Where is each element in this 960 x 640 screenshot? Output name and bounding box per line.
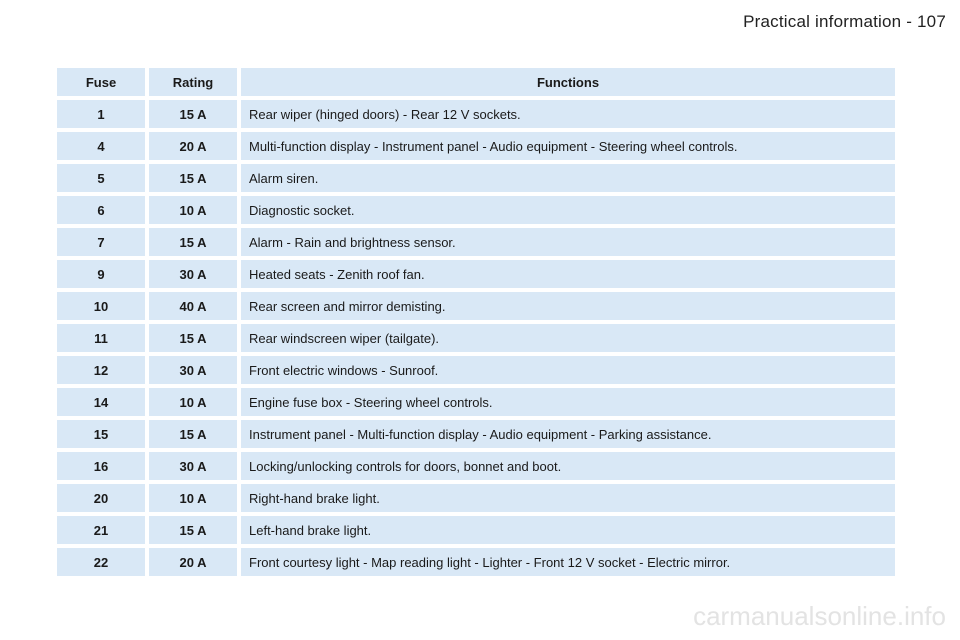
functions-cell: Front courtesy light - Map reading light - Lighter - Front 12 V socket - Electric mirror. bbox=[241, 548, 895, 576]
rating-cell: 10 A bbox=[149, 196, 237, 224]
fuse-cell: 11 bbox=[57, 324, 145, 352]
table-row bbox=[57, 100, 895, 128]
column-header-rating: Rating bbox=[149, 68, 237, 96]
rating-cell: 15 A bbox=[149, 228, 237, 256]
fuse-cell: 9 bbox=[57, 260, 145, 288]
rating-cell: 30 A bbox=[149, 260, 237, 288]
rating-cell: 15 A bbox=[149, 324, 237, 352]
table-row bbox=[57, 292, 895, 320]
fuse-table bbox=[53, 64, 899, 580]
rating-cell: 15 A bbox=[149, 100, 237, 128]
watermark: carmanualsonline.info bbox=[693, 601, 946, 631]
fuse-cell: 6 bbox=[57, 196, 145, 224]
column-header-functions: Functions bbox=[241, 68, 895, 96]
functions-cell: Right-hand brake light. bbox=[241, 484, 895, 512]
table-row bbox=[57, 164, 895, 192]
table-row bbox=[57, 132, 895, 160]
table-row bbox=[57, 356, 895, 384]
fuse-cell: 12 bbox=[57, 356, 145, 384]
table-row bbox=[57, 420, 895, 448]
rating-cell: 10 A bbox=[149, 484, 237, 512]
functions-cell: Instrument panel - Multi-function display - Audio equipment - Parking assistance. bbox=[241, 420, 895, 448]
fuse-cell: 5 bbox=[57, 164, 145, 192]
table-row bbox=[57, 228, 895, 256]
column-header-fuse: Fuse bbox=[57, 68, 145, 96]
table-row bbox=[57, 516, 895, 544]
fuse-cell: 14 bbox=[57, 388, 145, 416]
rating-cell: 30 A bbox=[149, 356, 237, 384]
functions-cell: Rear wiper (hinged doors) - Rear 12 V sockets. bbox=[241, 100, 895, 128]
functions-cell: Alarm siren. bbox=[241, 164, 895, 192]
rating-cell: 20 A bbox=[149, 548, 237, 576]
functions-cell: Multi-function display - Instrument panel - Audio equipment - Steering wheel controls. bbox=[241, 132, 895, 160]
fuse-cell: 10 bbox=[57, 292, 145, 320]
fuse-cell: 15 bbox=[57, 420, 145, 448]
functions-cell: Rear windscreen wiper (tailgate). bbox=[241, 324, 895, 352]
rating-cell: 20 A bbox=[149, 132, 237, 160]
fuse-cell: 7 bbox=[57, 228, 145, 256]
table-row bbox=[57, 484, 895, 512]
functions-cell: Heated seats - Zenith roof fan. bbox=[241, 260, 895, 288]
rating-cell: 40 A bbox=[149, 292, 237, 320]
functions-cell: Left-hand brake light. bbox=[241, 516, 895, 544]
page-header: Practical information - 107 bbox=[743, 12, 946, 31]
functions-cell: Locking/unlocking controls for doors, bonnet and boot. bbox=[241, 452, 895, 480]
rating-cell: 15 A bbox=[149, 516, 237, 544]
functions-cell: Rear screen and mirror demisting. bbox=[241, 292, 895, 320]
rating-cell: 15 A bbox=[149, 420, 237, 448]
functions-cell: Alarm - Rain and brightness sensor. bbox=[241, 228, 895, 256]
fuse-cell: 21 bbox=[57, 516, 145, 544]
table-row bbox=[57, 452, 895, 480]
table-row bbox=[57, 388, 895, 416]
functions-cell: Diagnostic socket. bbox=[241, 196, 895, 224]
rating-cell: 10 A bbox=[149, 388, 237, 416]
fuse-cell: 20 bbox=[57, 484, 145, 512]
rating-cell: 30 A bbox=[149, 452, 237, 480]
table-body bbox=[57, 100, 895, 576]
fuse-cell: 22 bbox=[57, 548, 145, 576]
fuse-cell: 16 bbox=[57, 452, 145, 480]
functions-cell: Front electric windows - Sunroof. bbox=[241, 356, 895, 384]
fuse-cell: 1 bbox=[57, 100, 145, 128]
table-header-row bbox=[57, 68, 895, 96]
rating-cell: 15 A bbox=[149, 164, 237, 192]
functions-cell: Engine fuse box - Steering wheel controls. bbox=[241, 388, 895, 416]
table-row bbox=[57, 324, 895, 352]
table-row bbox=[57, 196, 895, 224]
fuse-cell: 4 bbox=[57, 132, 145, 160]
table-row bbox=[57, 260, 895, 288]
table-row bbox=[57, 548, 895, 576]
